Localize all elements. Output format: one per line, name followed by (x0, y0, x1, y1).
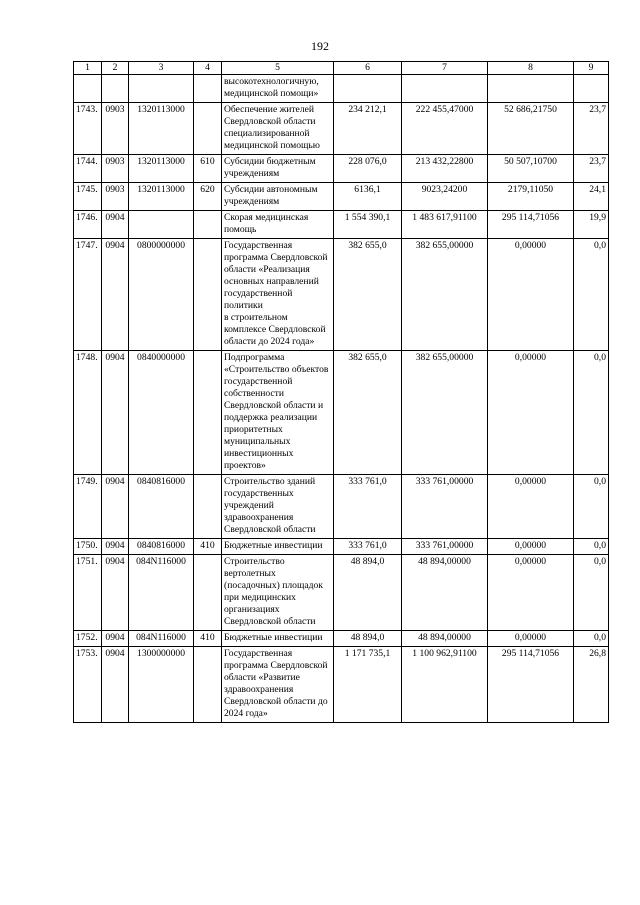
column-header: 3 (129, 62, 194, 75)
row-number-cell: 1750. (74, 539, 102, 555)
approved-amount-cell: 333 761,0 (334, 475, 402, 539)
execution-percent-cell: 23,7 (574, 155, 609, 183)
item-name-cell: Бюджетные инвестиции (222, 539, 334, 555)
execution-percent-cell: 23,7 (574, 103, 609, 155)
approved-amount-cell: 234 212,1 (334, 103, 402, 155)
target-article-code-cell: 1300000000 (129, 647, 194, 723)
executed-amount-cell: 52 686,21750 (488, 103, 574, 155)
item-name-cell: Скорая медицинская помощь (222, 211, 334, 239)
approved-amount-cell: 228 076,0 (334, 155, 402, 183)
section-code-cell (102, 75, 129, 103)
item-name-cell: Государственная программа Свердловской области «Развитие здравоохранения Свердловской области до 2024 года» (222, 647, 334, 723)
expense-type-code-cell (194, 75, 222, 103)
target-article-code-cell (129, 75, 194, 103)
table-row (74, 103, 609, 155)
item-name-cell: Обеспечение жителей Свердловской области специализированной медицинской помощью (222, 103, 334, 155)
executed-amount-cell (488, 75, 574, 103)
target-article-code-cell: 1320113000 (129, 155, 194, 183)
executed-amount-cell: 0,00000 (488, 555, 574, 631)
executed-amount-cell: 0,00000 (488, 475, 574, 539)
section-code-cell: 0904 (102, 211, 129, 239)
expense-type-code-cell (194, 475, 222, 539)
adjusted-amount-cell (402, 75, 488, 103)
target-article-code-cell (129, 211, 194, 239)
section-code-cell: 0904 (102, 539, 129, 555)
section-code-cell: 0904 (102, 239, 129, 351)
approved-amount-cell: 48 894,0 (334, 555, 402, 631)
adjusted-amount-cell: 382 655,00000 (402, 351, 488, 475)
row-number-cell: 1746. (74, 211, 102, 239)
expense-type-code-cell (194, 103, 222, 155)
execution-percent-cell: 26,8 (574, 647, 609, 723)
table-header-row (74, 62, 609, 75)
column-header: 9 (574, 62, 609, 75)
table-row (74, 475, 609, 539)
item-name-cell: Строительство зданий государственных учреждений здравоохранения Свердловской области (222, 475, 334, 539)
execution-percent-cell: 0,0 (574, 475, 609, 539)
item-name-cell: Субсидии автономным учреждениям (222, 183, 334, 211)
adjusted-amount-cell: 1 483 617,91100 (402, 211, 488, 239)
adjusted-amount-cell: 48 894,00000 (402, 555, 488, 631)
expense-type-code-cell (194, 647, 222, 723)
executed-amount-cell: 0,00000 (488, 539, 574, 555)
column-header: 6 (334, 62, 402, 75)
target-article-code-cell: 0800000000 (129, 239, 194, 351)
adjusted-amount-cell: 333 761,00000 (402, 475, 488, 539)
adjusted-amount-cell: 222 455,47000 (402, 103, 488, 155)
column-header: 4 (194, 62, 222, 75)
column-header: 2 (102, 62, 129, 75)
page-number: 192 (311, 39, 329, 53)
approved-amount-cell: 333 761,0 (334, 539, 402, 555)
target-article-code-cell: 0840000000 (129, 351, 194, 475)
expense-type-code-cell (194, 555, 222, 631)
expense-type-code-cell: 410 (194, 539, 222, 555)
table-row (74, 75, 609, 103)
execution-percent-cell (574, 75, 609, 103)
row-number-cell: 1745. (74, 183, 102, 211)
row-number-cell: 1751. (74, 555, 102, 631)
row-number-cell: 1744. (74, 155, 102, 183)
adjusted-amount-cell: 333 761,00000 (402, 539, 488, 555)
target-article-code-cell: 1320113000 (129, 103, 194, 155)
column-header: 8 (488, 62, 574, 75)
row-number-cell: 1747. (74, 239, 102, 351)
executed-amount-cell: 295 114,71056 (488, 647, 574, 723)
executed-amount-cell: 50 507,10700 (488, 155, 574, 183)
execution-percent-cell: 0,0 (574, 539, 609, 555)
execution-percent-cell: 0,0 (574, 631, 609, 647)
approved-amount-cell (334, 75, 402, 103)
item-name-cell: Строительство вертолетных (посадочных) площадок при медицинских организациях Свердловской области (222, 555, 334, 631)
section-code-cell: 0903 (102, 155, 129, 183)
expense-type-code-cell: 620 (194, 183, 222, 211)
table-row (74, 239, 609, 351)
table-row (74, 647, 609, 723)
approved-amount-cell: 1 554 390,1 (334, 211, 402, 239)
adjusted-amount-cell: 9023,24200 (402, 183, 488, 211)
target-article-code-cell: 084N116000 (129, 631, 194, 647)
column-header: 7 (402, 62, 488, 75)
approved-amount-cell: 48 894,0 (334, 631, 402, 647)
executed-amount-cell: 0,00000 (488, 351, 574, 475)
item-name-cell: Подпрограмма «Строительство объектов государственной собственности Свердловской области и поддержка реализации приоритетных муниципальных инвестиционных проектов» (222, 351, 334, 475)
approved-amount-cell: 382 655,0 (334, 351, 402, 475)
column-header: 5 (222, 62, 334, 75)
table-row (74, 155, 609, 183)
adjusted-amount-cell: 1 100 962,91100 (402, 647, 488, 723)
adjusted-amount-cell: 382 655,00000 (402, 239, 488, 351)
expense-type-code-cell: 610 (194, 155, 222, 183)
executed-amount-cell: 0,00000 (488, 631, 574, 647)
expense-type-code-cell (194, 239, 222, 351)
approved-amount-cell: 6136,1 (334, 183, 402, 211)
table-row (74, 555, 609, 631)
item-name-cell: высокотехнологичную, медицинской помощи» (222, 75, 334, 103)
row-number-cell (74, 75, 102, 103)
row-number-cell: 1743. (74, 103, 102, 155)
section-code-cell: 0904 (102, 631, 129, 647)
executed-amount-cell: 0,00000 (488, 239, 574, 351)
approved-amount-cell: 1 171 735,1 (334, 647, 402, 723)
target-article-code-cell: 0840816000 (129, 475, 194, 539)
row-number-cell: 1752. (74, 631, 102, 647)
row-number-cell: 1749. (74, 475, 102, 539)
table-row (74, 351, 609, 475)
item-name-cell: Государственная программа Свердловской области «Реализация основных направлений государственной политики в строительном комплексе Свердловской области до 2024 года» (222, 239, 334, 351)
target-article-code-cell: 1320113000 (129, 183, 194, 211)
section-code-cell: 0903 (102, 103, 129, 155)
item-name-cell: Бюджетные инвестиции (222, 631, 334, 647)
table-row (74, 183, 609, 211)
adjusted-amount-cell: 48 894,00000 (402, 631, 488, 647)
section-code-cell: 0904 (102, 647, 129, 723)
execution-percent-cell: 0,0 (574, 555, 609, 631)
table-row (74, 539, 609, 555)
execution-percent-cell: 0,0 (574, 351, 609, 475)
table-row (74, 211, 609, 239)
approved-amount-cell: 382 655,0 (334, 239, 402, 351)
expense-type-code-cell: 410 (194, 631, 222, 647)
adjusted-amount-cell: 213 432,22800 (402, 155, 488, 183)
item-name-cell: Субсидии бюджетным учреждениям (222, 155, 334, 183)
execution-percent-cell: 24,1 (574, 183, 609, 211)
executed-amount-cell: 2179,11050 (488, 183, 574, 211)
row-number-cell: 1748. (74, 351, 102, 475)
execution-percent-cell: 19,9 (574, 211, 609, 239)
budget-table (73, 61, 609, 723)
target-article-code-cell: 0840816000 (129, 539, 194, 555)
section-code-cell: 0903 (102, 183, 129, 211)
expense-type-code-cell (194, 351, 222, 475)
expense-type-code-cell (194, 211, 222, 239)
section-code-cell: 0904 (102, 475, 129, 539)
table-row (74, 631, 609, 647)
section-code-cell: 0904 (102, 555, 129, 631)
row-number-cell: 1753. (74, 647, 102, 723)
column-header: 1 (74, 62, 102, 75)
target-article-code-cell: 084N116000 (129, 555, 194, 631)
execution-percent-cell: 0,0 (574, 239, 609, 351)
section-code-cell: 0904 (102, 351, 129, 475)
executed-amount-cell: 295 114,71056 (488, 211, 574, 239)
